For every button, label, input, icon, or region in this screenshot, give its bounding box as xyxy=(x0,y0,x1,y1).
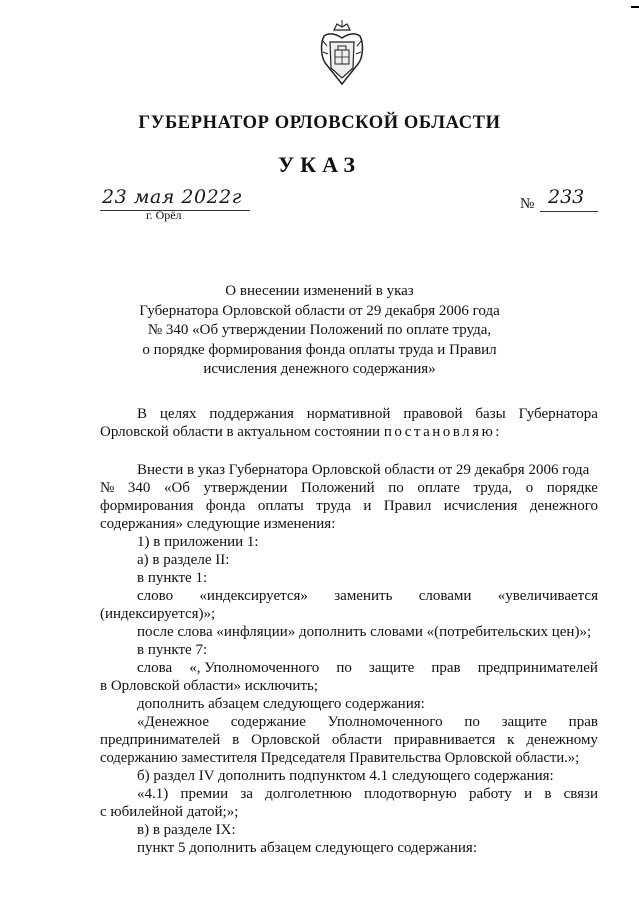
body-line: с юбилейной датой;»; xyxy=(100,804,239,820)
subject-line: № 340 «Об утверждении Положений по оплате труда, xyxy=(147,322,492,338)
decree-resolution-word: постановляю: xyxy=(383,424,502,440)
body-line: № 340 «Об утверждении Положений по оплате труда, о порядке xyxy=(100,480,598,496)
list-item: в) в разделе IX: xyxy=(137,822,236,838)
body-line: Внести в указ Губернатора Орловской области от 29 декабря 2006 года xyxy=(137,462,590,478)
list-item: в пункте 7: xyxy=(137,642,208,658)
decree-heading: УКАЗ xyxy=(277,152,362,177)
handwritten-date: 23 мая 2022г xyxy=(102,186,242,208)
list-item: в пункте 1: xyxy=(137,570,208,586)
body-line: формирования фонда оплаты труда и Правил исчисления денежного xyxy=(100,498,598,514)
preamble-line xyxy=(100,423,502,441)
preamble-text: Орловской области в актуальном состоянии xyxy=(100,424,381,440)
decree-subject xyxy=(0,282,639,380)
handwritten-number: 233 xyxy=(548,186,585,208)
corner-mark xyxy=(631,6,639,8)
body-line: слово «индексируется» заменить словами «увеличивается xyxy=(137,588,598,604)
governor-title: ГУБЕРНАТОР ОРЛОВСКОЙ ОБЛАСТИ xyxy=(138,113,501,133)
body-line: (индексируется)»; xyxy=(100,606,216,622)
body-line: после слова «инфляции» дополнить словами «(потребительских цен)»; xyxy=(137,624,592,640)
body-line: «Денежное содержание Уполномоченного по защите прав xyxy=(137,714,598,730)
body-line: дополнить абзацем следующего содержания: xyxy=(137,696,425,712)
coat-of-arms-emblem xyxy=(318,20,366,88)
preamble-line: В целях поддержания нормативной правовой базы Губернатора xyxy=(137,406,598,422)
list-item: а) в разделе II: xyxy=(137,552,230,568)
body-line: содержания» следующие изменения: xyxy=(100,516,336,532)
number-sign: № xyxy=(520,196,535,212)
number-underline xyxy=(540,211,598,212)
list-item: 1) в приложении 1: xyxy=(137,534,259,550)
body-line: пункт 5 дополнить абзацем следующего содержания: xyxy=(137,840,477,856)
body-line: предпринимателей в Орловской области приравнивается к денежному xyxy=(100,732,598,748)
list-item: б) раздел IV дополнить подпунктом 4.1 следующего содержания: xyxy=(137,768,554,784)
body-line: в Орловской области» исключить; xyxy=(100,678,319,694)
subject-line: исчисления денежного содержания» xyxy=(203,361,436,377)
body-line: «4.1) премии за долголетнюю плодотворную работу и в связи xyxy=(137,786,598,802)
body-line: содержанию заместителя Председателя Правительства Орловской области.»; xyxy=(100,750,580,766)
subject-line: Губернатора Орловской области от 29 декабря 2006 года xyxy=(139,302,500,319)
subject-line: О внесении изменений в указ xyxy=(225,283,414,299)
body-line: слова «, Уполномоченного по защите прав предпринимателей xyxy=(137,660,598,676)
city-label: г. Орёл xyxy=(146,208,182,222)
subject-line: о порядке формирования фонда оплаты труда и Правил xyxy=(142,341,497,358)
